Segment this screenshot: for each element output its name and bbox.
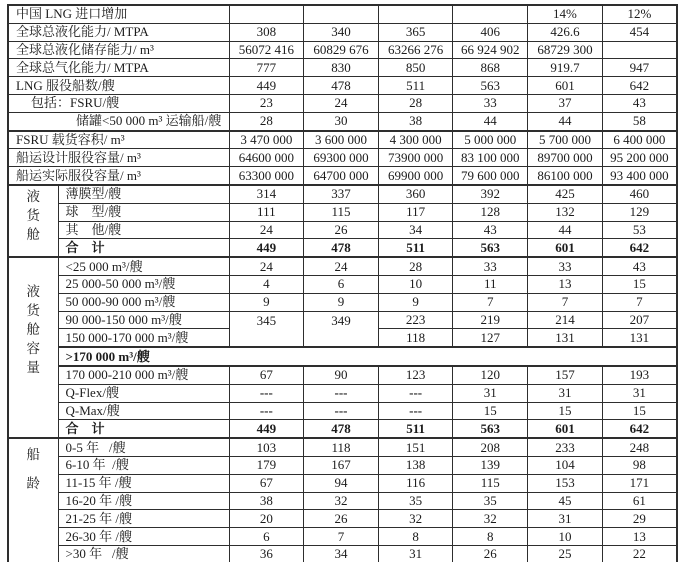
value-cell: 314 (229, 185, 304, 203)
value-cell: 67 (229, 366, 304, 384)
value-cell: 449 (229, 420, 304, 438)
value-cell: 14% (528, 5, 603, 23)
value-cell: 15 (453, 402, 528, 420)
table-row (8, 77, 677, 95)
row-label: 船运设计服役容量/ m³ (8, 149, 229, 167)
value-cell: 345 (229, 311, 304, 347)
value-cell: 11 (453, 275, 528, 293)
value-cell: 35 (378, 492, 453, 510)
value-cell: 83 100 000 (453, 149, 528, 167)
value-cell: 4 (229, 275, 304, 293)
value-cell: 7 (453, 293, 528, 311)
table-row (8, 293, 677, 311)
row-label: 中国 LNG 进口增加 (8, 5, 229, 23)
value-cell: 13 (528, 275, 603, 293)
value-cell: 777 (229, 59, 304, 77)
row-label: 150 000-170 000 m³/艘 (58, 329, 229, 347)
row-label: 26-30 年 /艘 (58, 528, 229, 546)
value-cell: 24 (304, 94, 379, 112)
value-cell: 24 (229, 257, 304, 275)
table-row (8, 257, 677, 275)
row-label: 16-20 年 /艘 (58, 492, 229, 510)
value-cell: 132 (528, 203, 603, 221)
value-cell: 223 (378, 311, 453, 329)
value-cell: 3 600 000 (304, 131, 379, 149)
value-cell: 478 (304, 239, 379, 257)
table-row (8, 347, 677, 366)
value-cell: 308 (229, 23, 304, 41)
row-label: 170 000-210 000 m³/艘 (58, 366, 229, 384)
value-cell: 15 (602, 275, 677, 293)
value-cell: 233 (528, 438, 603, 456)
value-cell: 33 (453, 94, 528, 112)
value-cell: 214 (528, 311, 603, 329)
value-cell: 26 (304, 510, 379, 528)
value-cell: 449 (229, 77, 304, 95)
table-row (8, 545, 677, 562)
row-label: 球 型/艘 (58, 203, 229, 221)
value-cell: 34 (304, 545, 379, 562)
value-cell: 850 (378, 59, 453, 77)
value-cell: 406 (453, 23, 528, 41)
value-cell: 9 (378, 293, 453, 311)
value-cell (229, 5, 304, 23)
row-label: 全球总液化储存能力/ m³ (8, 41, 229, 59)
value-cell: 60829 676 (304, 41, 379, 59)
lng-statistics-table (7, 4, 678, 562)
value-cell: 157 (528, 366, 603, 384)
row-label: 0-5 年 /艘 (58, 438, 229, 456)
value-cell: 43 (602, 257, 677, 275)
value-cell: 26 (453, 545, 528, 562)
table-row (8, 131, 677, 149)
table-row (8, 420, 677, 438)
value-cell: 26 (304, 221, 379, 239)
table-row (8, 167, 677, 185)
value-cell: 478 (304, 77, 379, 95)
value-cell: 868 (453, 59, 528, 77)
table-row (8, 112, 677, 130)
value-cell: 44 (453, 112, 528, 130)
value-cell: 98 (602, 456, 677, 474)
value-cell: 193 (602, 366, 677, 384)
group-label-chars (9, 186, 58, 243)
value-cell: 128 (453, 203, 528, 221)
value-cell: 56072 416 (229, 41, 304, 59)
value-cell: 43 (453, 221, 528, 239)
value-cell: 365 (378, 23, 453, 41)
value-cell: 67 (229, 474, 304, 492)
table-row (8, 185, 677, 203)
value-cell: 642 (602, 420, 677, 438)
value-cell: 103 (229, 438, 304, 456)
row-label: Q-Flex/艘 (58, 384, 229, 402)
table-row (8, 5, 677, 23)
value-cell (378, 5, 453, 23)
value-cell: 5 000 000 (453, 131, 528, 149)
table-row (8, 528, 677, 546)
value-cell: 392 (453, 185, 528, 203)
value-cell: 248 (602, 438, 677, 456)
value-cell: 115 (304, 203, 379, 221)
value-cell: 7 (528, 293, 603, 311)
value-cell: 10 (528, 528, 603, 546)
value-cell: 34 (378, 221, 453, 239)
value-cell: 151 (378, 438, 453, 456)
value-cell: 131 (602, 329, 677, 347)
value-cell: 9 (304, 293, 379, 311)
value-cell: 349 (304, 311, 379, 347)
table-row (8, 510, 677, 528)
value-cell: 601 (528, 420, 603, 438)
value-cell: 64600 000 (229, 149, 304, 167)
value-cell: 63266 276 (378, 41, 453, 59)
value-cell: 449 (229, 239, 304, 257)
value-cell: 73900 000 (378, 149, 453, 167)
value-cell: 6 400 000 (602, 131, 677, 149)
row-label: 其 他/艘 (58, 221, 229, 239)
value-cell: 425 (528, 185, 603, 203)
value-cell: 179 (229, 456, 304, 474)
value-cell: 44 (528, 112, 603, 130)
group-label-cargo-tank (8, 185, 58, 257)
value-cell: 29 (602, 510, 677, 528)
row-label: FSRU 载货容积/ m³ (8, 131, 229, 149)
table-row (8, 438, 677, 456)
group-label-char: 液 (26, 188, 40, 204)
value-cell: 919.7 (528, 59, 603, 77)
value-cell: 115 (453, 474, 528, 492)
value-cell: 24 (304, 257, 379, 275)
value-cell: 167 (304, 456, 379, 474)
row-label: 薄膜型/艘 (58, 185, 229, 203)
value-cell: 28 (229, 112, 304, 130)
group-label-char: 量 (26, 360, 40, 376)
value-cell: 28 (378, 94, 453, 112)
row-label: <25 000 m³/艘 (58, 257, 229, 275)
value-cell (453, 5, 528, 23)
group-label-char: 船 (26, 447, 40, 463)
value-cell: 32 (304, 492, 379, 510)
value-cell: 10 (378, 275, 453, 293)
row-label: 25 000-50 000 m³/艘 (58, 275, 229, 293)
value-cell: 31 (453, 384, 528, 402)
value-cell: 563 (453, 77, 528, 95)
row-label: >30 年 /艘 (58, 545, 229, 562)
group-label-char: 液 (26, 284, 40, 300)
value-cell: 454 (602, 23, 677, 41)
value-cell: 478 (304, 420, 379, 438)
value-cell: 31 (602, 384, 677, 402)
value-cell: 129 (602, 203, 677, 221)
value-cell: 44 (528, 221, 603, 239)
group-label-char: 货 (26, 207, 40, 223)
value-cell: 24 (229, 221, 304, 239)
value-cell: 601 (528, 77, 603, 95)
value-cell: 31 (378, 545, 453, 562)
group-label-ship-age (8, 438, 58, 562)
value-cell: 58 (602, 112, 677, 130)
value-cell: 25 (528, 545, 603, 562)
value-cell: 94 (304, 474, 379, 492)
value-cell: 830 (304, 59, 379, 77)
group-label-cargo-tank-capacity (8, 257, 58, 438)
value-cell: 32 (378, 510, 453, 528)
value-cell: 95 200 000 (602, 149, 677, 167)
value-cell: --- (229, 384, 304, 402)
table-row (8, 94, 677, 112)
value-cell: 138 (378, 456, 453, 474)
value-cell: 4 300 000 (378, 131, 453, 149)
row-label: >170 000 m³/艘 (58, 347, 677, 366)
value-cell: 563 (453, 239, 528, 257)
row-label: 船运实际服役容量/ m³ (8, 167, 229, 185)
value-cell: 31 (528, 384, 603, 402)
value-cell: --- (378, 384, 453, 402)
value-cell: 153 (528, 474, 603, 492)
group-label-char: 容 (26, 341, 40, 357)
table-row (8, 23, 677, 41)
value-cell: 642 (602, 239, 677, 257)
value-cell: 53 (602, 221, 677, 239)
value-cell: 37 (528, 94, 603, 112)
value-cell: 120 (453, 366, 528, 384)
value-cell: 219 (453, 311, 528, 329)
group-label-char: 货 (26, 303, 40, 319)
group-label-char: 舱 (26, 226, 40, 242)
row-label: 包括：FSRU/艘 (8, 94, 229, 112)
value-cell: 20 (229, 510, 304, 528)
table-row (8, 149, 677, 167)
value-cell: 118 (304, 438, 379, 456)
value-cell: 360 (378, 185, 453, 203)
value-cell: 64700 000 (304, 167, 379, 185)
value-cell: 601 (528, 239, 603, 257)
row-label: Q-Max/艘 (58, 402, 229, 420)
table-row (8, 275, 677, 293)
table-row (8, 41, 677, 59)
value-cell: 30 (304, 112, 379, 130)
value-cell: 13 (602, 528, 677, 546)
group-label-char: 舱 (26, 322, 40, 338)
group-label-chars (9, 439, 58, 492)
value-cell: 36 (229, 545, 304, 562)
value-cell: --- (229, 402, 304, 420)
value-cell: 511 (378, 420, 453, 438)
value-cell: 9 (229, 293, 304, 311)
value-cell: 7 (602, 293, 677, 311)
value-cell: 127 (453, 329, 528, 347)
table-row (8, 239, 677, 257)
value-cell: 123 (378, 366, 453, 384)
value-cell: 61 (602, 492, 677, 510)
value-cell: 22 (602, 545, 677, 562)
row-label: 合 计 (58, 239, 229, 257)
value-cell: 7 (304, 528, 379, 546)
row-label: 6-10 年 /艘 (58, 456, 229, 474)
table-row (8, 474, 677, 492)
table-row (8, 366, 677, 384)
value-cell: 33 (528, 257, 603, 275)
table-row (8, 203, 677, 221)
value-cell: 93 400 000 (602, 167, 677, 185)
value-cell: 43 (602, 94, 677, 112)
row-label: LNG 服役船数/艘 (8, 77, 229, 95)
value-cell: 426.6 (528, 23, 603, 41)
value-cell: 340 (304, 23, 379, 41)
value-cell: 12% (602, 5, 677, 23)
row-label: 全球总气化能力/ MTPA (8, 59, 229, 77)
table-row (8, 402, 677, 420)
value-cell: 337 (304, 185, 379, 203)
value-cell: 63300 000 (229, 167, 304, 185)
value-cell: 139 (453, 456, 528, 474)
value-cell: 3 470 000 (229, 131, 304, 149)
row-label: 11-15 年 /艘 (58, 474, 229, 492)
value-cell: 5 700 000 (528, 131, 603, 149)
value-cell: 131 (528, 329, 603, 347)
value-cell: 208 (453, 438, 528, 456)
value-cell: 6 (229, 528, 304, 546)
value-cell: 8 (453, 528, 528, 546)
value-cell: 23 (229, 94, 304, 112)
row-label: 储罐<50 000 m³ 运输船/艘 (8, 112, 229, 130)
value-cell (602, 41, 677, 59)
table-row (8, 492, 677, 510)
group-label-char: 龄 (26, 476, 40, 492)
value-cell: 38 (378, 112, 453, 130)
value-cell: 79 600 000 (453, 167, 528, 185)
value-cell: 66 924 902 (453, 41, 528, 59)
value-cell: 45 (528, 492, 603, 510)
value-cell: 460 (602, 185, 677, 203)
value-cell: 31 (528, 510, 603, 528)
value-cell: 69900 000 (378, 167, 453, 185)
table-row (8, 456, 677, 474)
value-cell: 15 (602, 402, 677, 420)
value-cell: 642 (602, 77, 677, 95)
value-cell: 207 (602, 311, 677, 329)
value-cell: 563 (453, 420, 528, 438)
value-cell: 8 (378, 528, 453, 546)
value-cell: 947 (602, 59, 677, 77)
row-label: 合 计 (58, 420, 229, 438)
table-row (8, 311, 677, 329)
value-cell: 511 (378, 239, 453, 257)
value-cell: 104 (528, 456, 603, 474)
value-cell: 89700 000 (528, 149, 603, 167)
value-cell (304, 5, 379, 23)
value-cell: --- (304, 402, 379, 420)
table-row (8, 384, 677, 402)
table-body (8, 5, 677, 562)
value-cell: 35 (453, 492, 528, 510)
value-cell: 111 (229, 203, 304, 221)
table-row (8, 59, 677, 77)
value-cell: 33 (453, 257, 528, 275)
value-cell: 511 (378, 77, 453, 95)
value-cell: 118 (378, 329, 453, 347)
value-cell: --- (304, 384, 379, 402)
value-cell: 28 (378, 257, 453, 275)
value-cell: 171 (602, 474, 677, 492)
group-label-chars (9, 258, 58, 376)
value-cell: 69300 000 (304, 149, 379, 167)
value-cell: 68729 300 (528, 41, 603, 59)
value-cell: 32 (453, 510, 528, 528)
row-label: 90 000-150 000 m³/艘 (58, 311, 229, 329)
row-label: 全球总液化能力/ MTPA (8, 23, 229, 41)
value-cell: 6 (304, 275, 379, 293)
value-cell: 116 (378, 474, 453, 492)
row-label: 21-25 年 /艘 (58, 510, 229, 528)
value-cell: 90 (304, 366, 379, 384)
value-cell: 117 (378, 203, 453, 221)
value-cell: 15 (528, 402, 603, 420)
value-cell: --- (378, 402, 453, 420)
value-cell: 86100 000 (528, 167, 603, 185)
table-row (8, 221, 677, 239)
row-label: 50 000-90 000 m³/艘 (58, 293, 229, 311)
value-cell: 38 (229, 492, 304, 510)
